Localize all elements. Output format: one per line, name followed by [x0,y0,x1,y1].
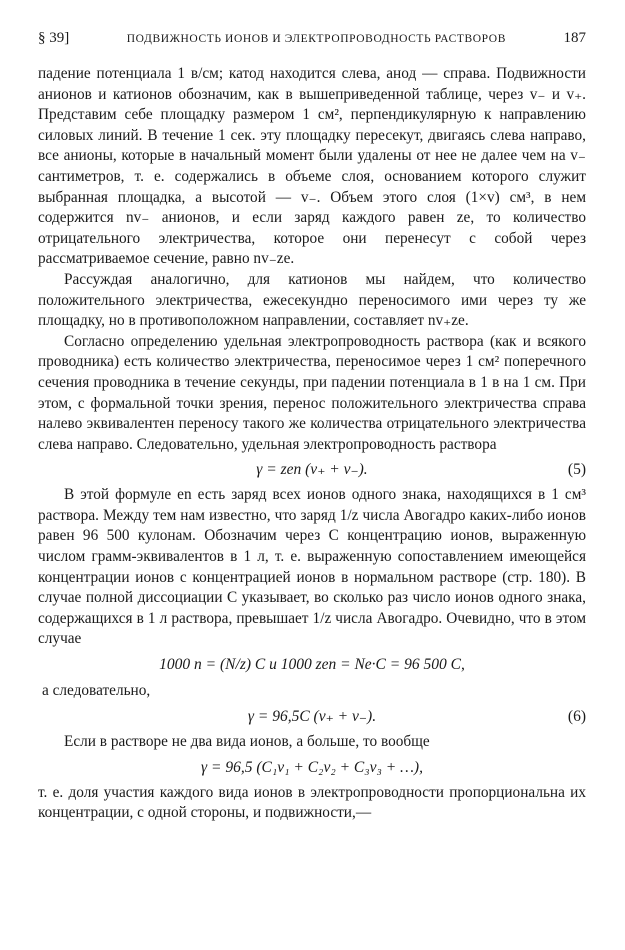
paragraph-3: Согласно определению удельная электропроводность раствора (как и всякого проводника) есть количество электричества, переносимое через 1 см² поперечного сечения проводника в течение секунды, при падении потенциала в 1 в на 1 см. При этом, с формальной точки зрения, перенос положительного электричества справа налево эквивалентен переносу такого же количества отрицательного электричества слева направо. Следовательно, удельная электропроводность раствора [38,332,586,453]
running-header [38,30,586,52]
formula-avogadro-expression: 1000 n = (N/z) C и 1000 zen = Ne·C = 96 500 C, [159,656,465,674]
formula-general-expression: γ = 96,5 (C₁v₁ + C₂v₂ + C₃v₃ + …), [201,758,423,776]
section-marker: § 39] [38,30,70,46]
formula-general [38,753,586,783]
formula-6-expression: γ = 96,5C (v₊ + v₋). [247,708,377,726]
formula-6 [38,702,586,732]
formula-avogadro [38,650,586,680]
paragraph-6: т. е. доля участия каждого вида ионов в электропроводности пропорциональна их концентрации, с одной стороны, и подвижности,— [38,783,586,822]
paragraph-4: В этой формуле en есть заряд всех ионов одного знака, находящихся в 1 см³ раствора. Между тем нам известно, что заряд 1/z числа Авогадро каких-либо ионов равен 96 500 кулонам. Обозначим через C концентрацию ионов, выраженную числом грамм-эквивалентов в 1 л, т. е. выраженную сопоставлением имеющейся концентрации ионов с концентрацией ионов в нормальном растворе (стр. 180). В случае полной диссоциации C указывает, во сколько раз число ионов одного знака, содержащихся в 1 л раствора, превышает 1/z числа Авогадро. Очевидно, что в этом случае [38,486,586,648]
formula-6-number: (6) [567,708,586,726]
book-page [38,30,586,824]
formula-5-number: (5) [567,461,586,479]
paragraph-5: Если в растворе не два вида ионов, а больше, то вообще [64,733,430,751]
running-title: ПОДВИЖНОСТЬ ИОНОВ И ЭЛЕКТРОПРОВОДНОСТЬ РАСТВОРОВ [126,33,506,45]
paragraph-1: падение потенциала 1 в/см; катод находится слева, анод — справа. Подвижности анионов и катионов обозначим, как в вышеприведенной таблице, через v₋ и v₊. Представим себе площадку размером 1 см², перпендикулярную к направлению силовых линий. В течение 1 сек. эту площадку пересекут, двигаясь слева направо, все анионы, которые в начальный момент были удалены от нее не далее чем на v₋ сантиметров, т. е. содержались в объеме слоя, основанием которого служит выбранная площадка, а высотой — v₋. Объем этого слоя (1×v) см³, в нем содержится nv₋ анионов, и если заряд каждого равен ze, то количество отрицательного электричества, которое они перенесут с собой через рассматриваемое сечение, равно nv₋ze. [38,65,586,268]
page-number: 187 [563,30,586,46]
formula-6-lead: а следовательно, [42,682,151,700]
formula-5-expression: γ = zen (v₊ + v₋). [256,461,368,479]
paragraph-2: Рассуждая аналогично, для катионов мы найдем, что количество положительного электричества, ежесекундно переносимого ими через ту же площадку, но в противоположном направлении, составляет nv₊ze. [38,270,586,330]
formula-5 [38,455,586,485]
